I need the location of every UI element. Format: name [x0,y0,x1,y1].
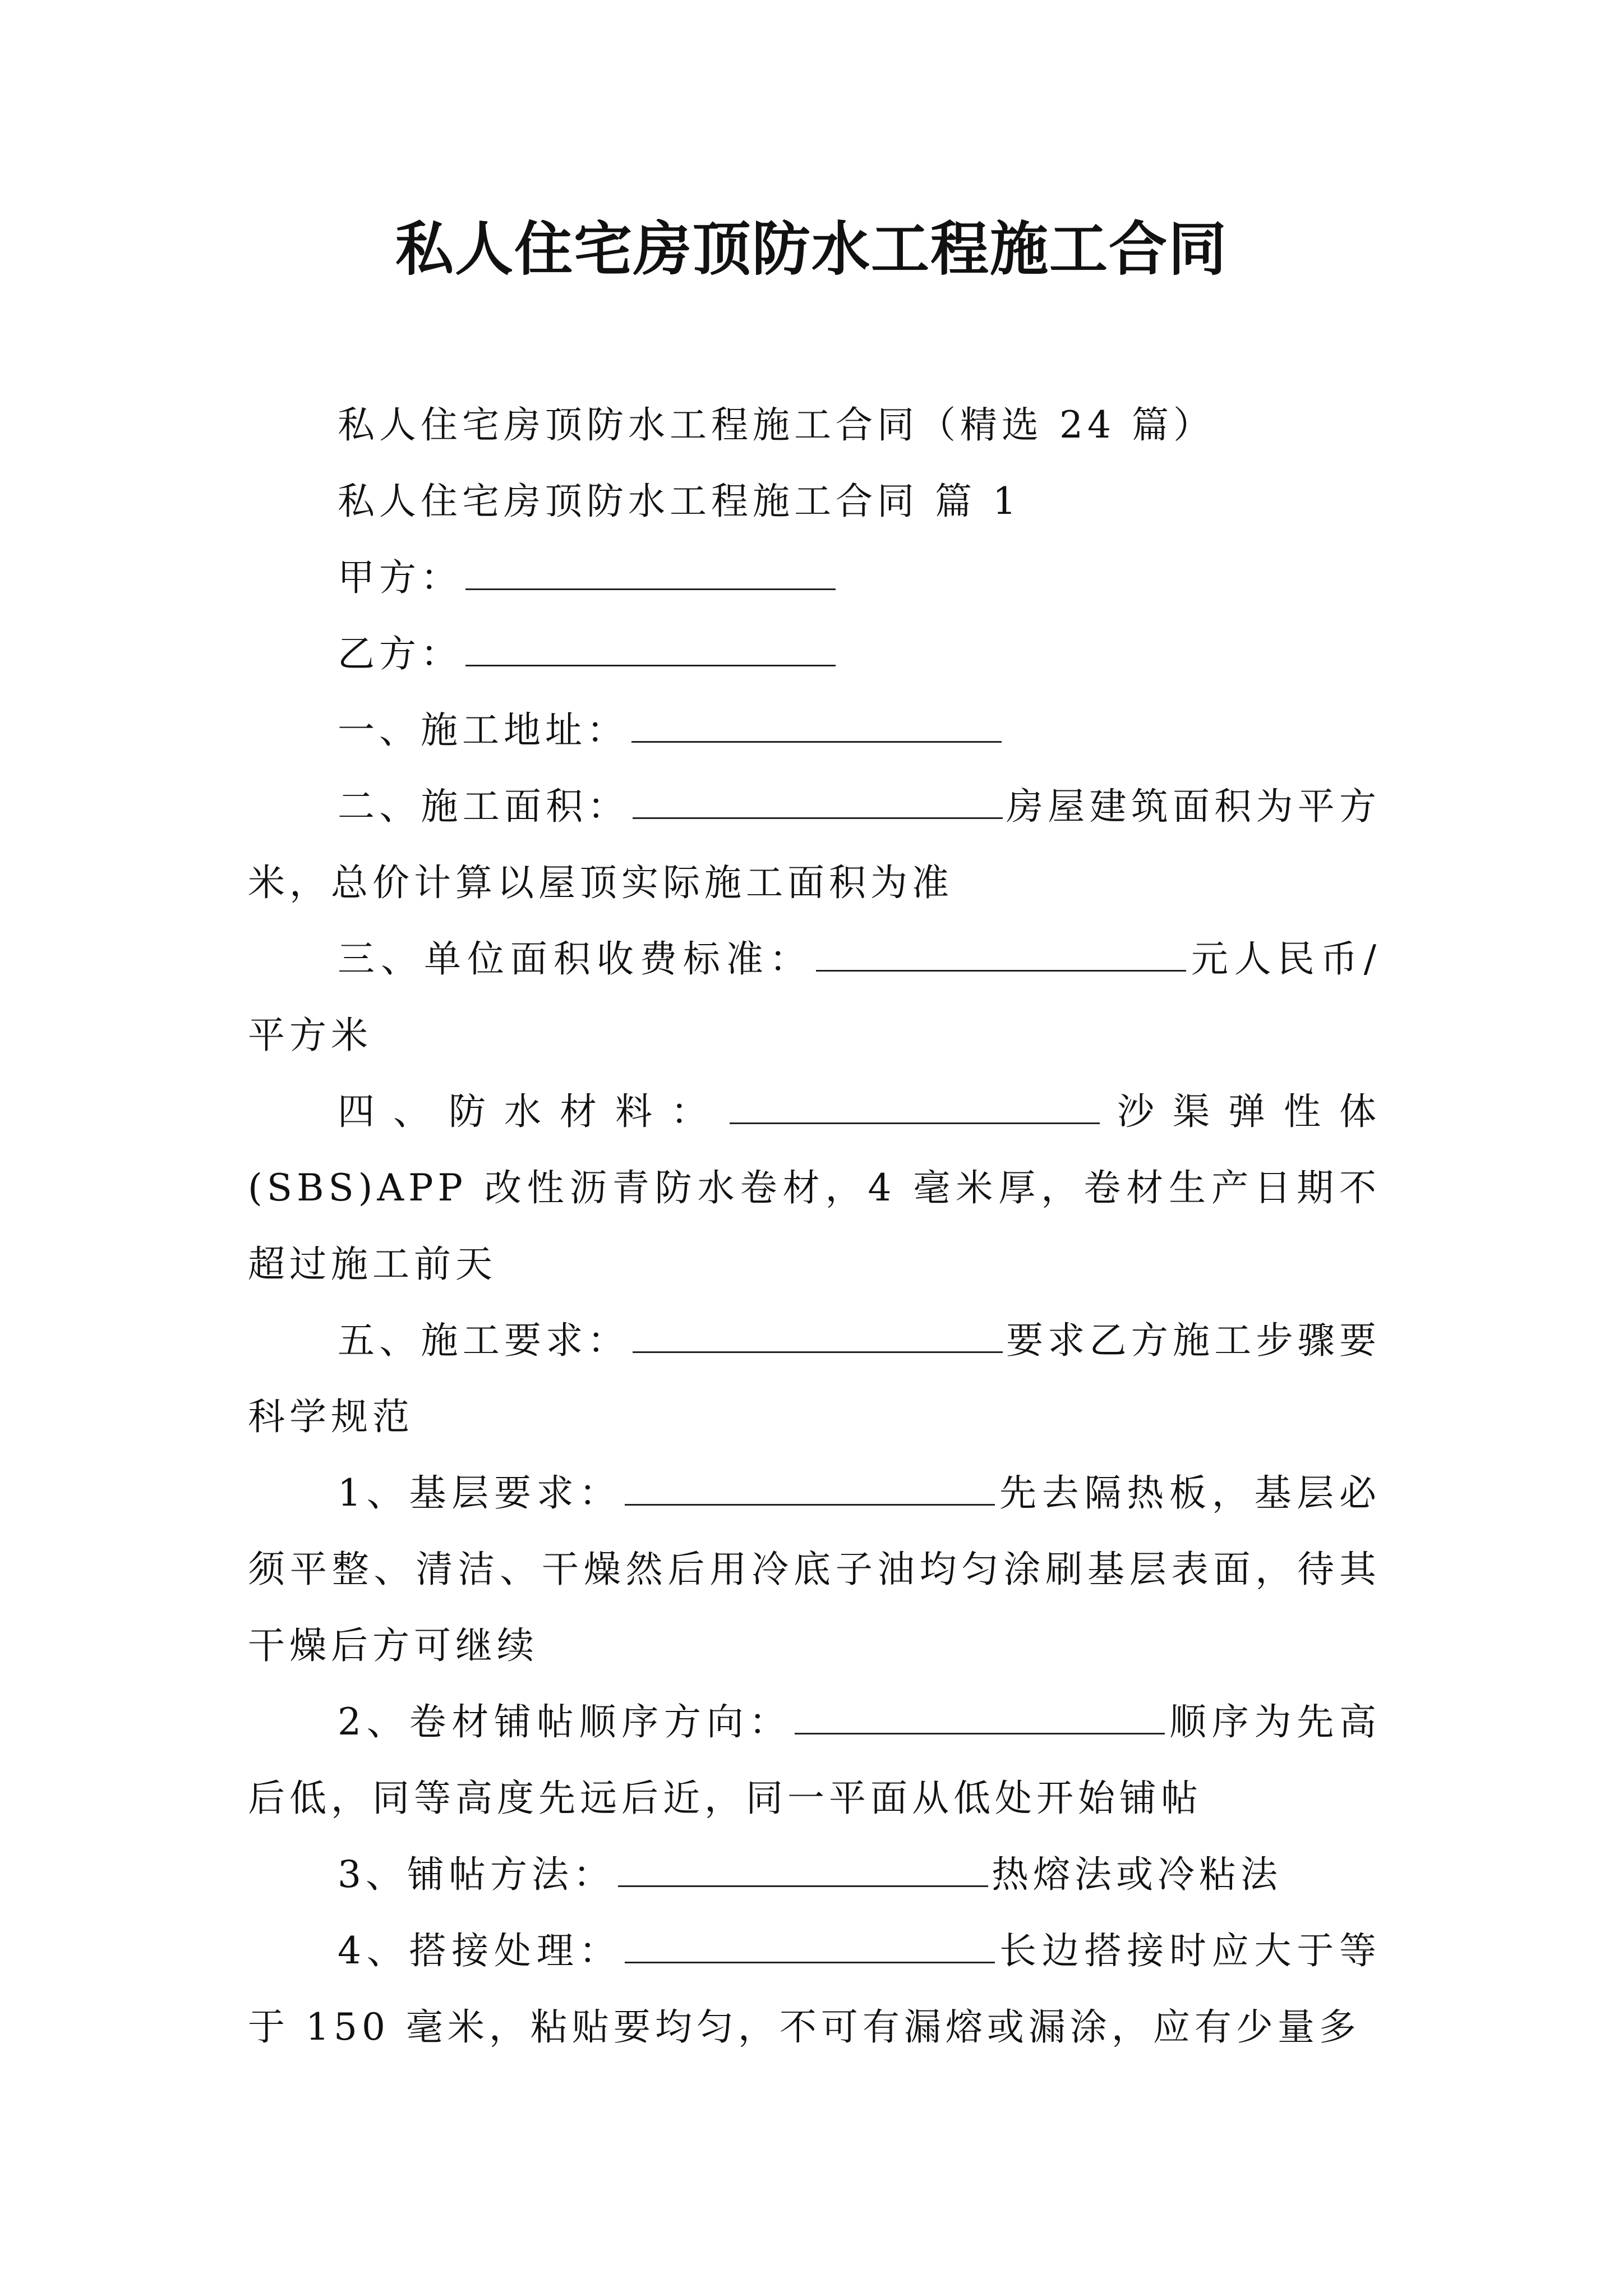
party-a-line [248,540,1381,616]
paragraph-label: 4、搭接处理： [338,1929,622,1972]
fill-in-blank[interactable] [795,1703,1165,1734]
paragraph-label: 三、单位面积收费标准： [338,937,813,981]
document-body [248,387,1381,2065]
document-title: 私人住宅房顶防水工程施工合同 [395,215,1228,283]
fill-in-blank[interactable] [465,634,836,666]
item-4-line [248,1913,1381,2065]
item-1-line [248,1455,1381,1684]
fill-in-blank[interactable] [816,940,1186,972]
fill-in-blank[interactable] [730,1092,1100,1124]
paragraph-text: 热熔法或冷粘法 [992,1853,1282,1896]
paragraph-label: 二、施工面积： [338,785,629,828]
clause-4-line [248,1074,1381,1303]
paragraph-text: 顺序为先高后低，同等高度先远后近，同一平面从低处开始铺帖 [248,1700,1381,1820]
collection-title-line [248,387,1381,463]
paragraph-text: 房屋建筑面积为平方米，总价计算以屋顶实际施工面积为准 [248,785,1381,904]
item-3-line [248,1837,1381,1913]
paragraph-text: 元人民币/平方米 [248,937,1381,1057]
paragraph-label: 1、基层要求： [338,1471,622,1515]
paragraph-text: 沙渠弹性体(SBS)APP 改性沥青防水卷材，4 毫米厚，卷材生产日期不超过施工前天 [248,1090,1381,1286]
clause-5-line [248,1303,1381,1455]
paragraph-text: 私人住宅房顶防水工程施工合同（精选 24 篇） [338,403,1215,447]
paragraph-text: 要求乙方施工步骤要科学规范 [248,1319,1381,1438]
paragraph-label: 2、卷材铺帖顺序方向： [338,1700,792,1743]
paragraph-label: 五、施工要求： [338,1319,629,1362]
clause-3-line [248,921,1381,1074]
paragraph-label: 四、防水材料： [338,1090,726,1133]
fill-in-blank[interactable] [465,558,836,590]
paragraph-text: 长边搭接时应大于等于 150 毫米，粘贴要均匀，不可有漏熔或漏涂，应有少量多 [248,1929,1381,2049]
fill-in-blank[interactable] [625,1474,995,1506]
clause-2-line [248,769,1381,921]
paragraph-label: 一、施工地址： [338,708,628,752]
fill-in-blank[interactable] [633,1321,1003,1353]
paragraph-text: 先去隔热板，基层必须平整、清洁、干燥然后用冷底子油均匀涂刷基层表面，待其干燥后方可继续 [248,1471,1381,1667]
party-b-line [248,616,1381,692]
fill-in-blank[interactable] [633,787,1003,819]
paragraph-label: 3、铺帖方法： [338,1853,615,1896]
article-title-line [248,463,1381,540]
clause-1-line [248,692,1381,769]
paragraph-label: 甲方： [338,556,462,599]
fill-in-blank[interactable] [618,1855,988,1887]
item-2-line [248,1684,1381,1837]
fill-in-blank[interactable] [631,711,1002,743]
paragraph-text: 私人住宅房顶防水工程施工合同 篇 1 [338,480,1021,523]
fill-in-blank[interactable] [625,1931,995,1963]
paragraph-label: 乙方： [338,632,462,675]
